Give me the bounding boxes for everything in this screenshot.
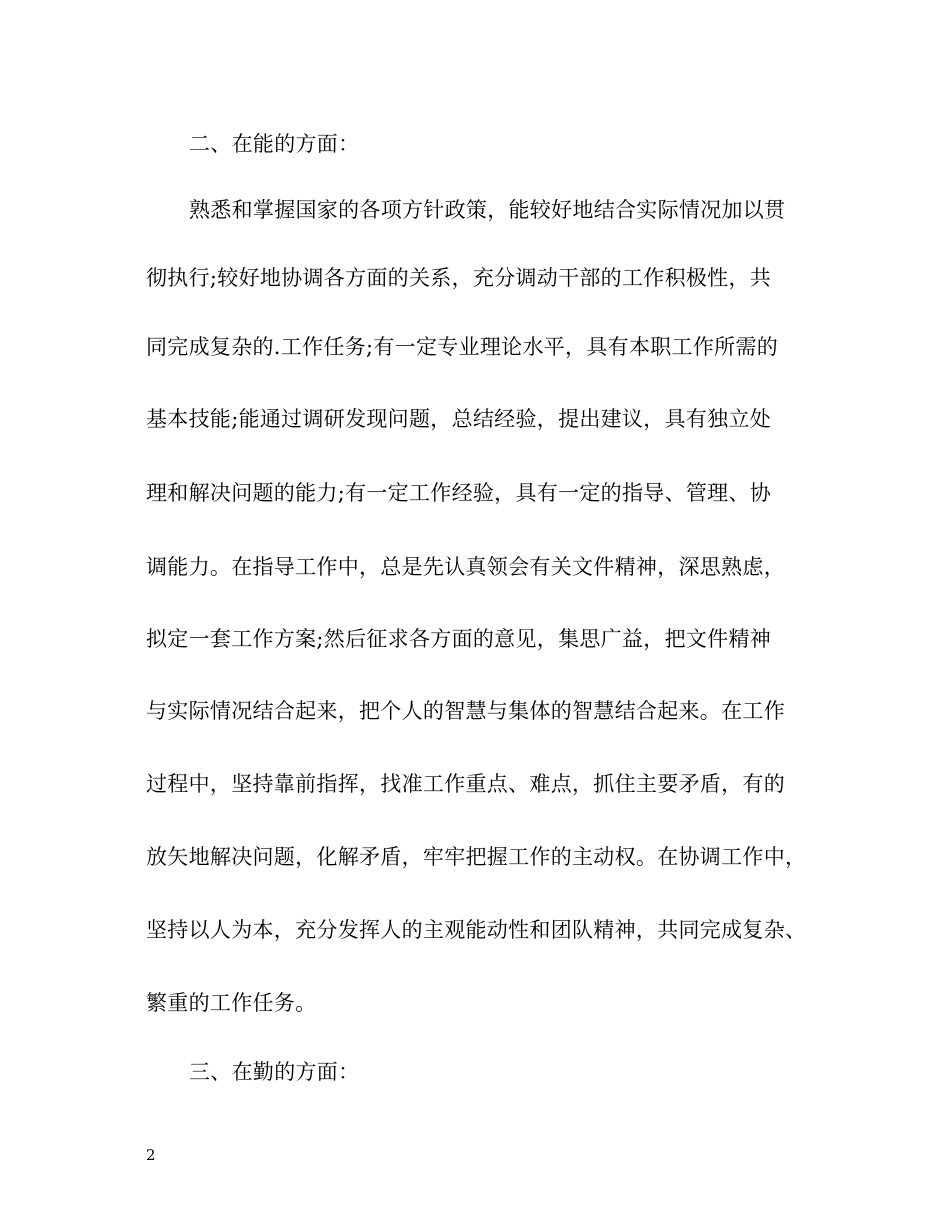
paragraph-line: 过程中，坚持靠前指挥，找准工作重点、难点，抓住主要矛盾，有的 bbox=[146, 772, 785, 796]
paragraph-line: 调能力。在指导工作中，总是先认真领会有关文件精神，深思熟虑， bbox=[146, 555, 785, 579]
paragraph-line: 基本技能;能通过调研发现问题，总结经验，提出建议，具有独立处 bbox=[146, 407, 772, 431]
page-number: 2 bbox=[146, 1146, 156, 1164]
paragraph-line: 与实际情况结合起来，把个人的智慧与集体的智慧结合起来。在工作 bbox=[146, 699, 785, 723]
paragraph-line: 彻执行;较好地协调各方面的关系，充分调动干部的工作积极性，共 bbox=[146, 266, 772, 290]
paragraph-line: 繁重的工作任务。 bbox=[146, 991, 317, 1015]
paragraph-line: 拟定一套工作方案;然后征求各方面的意见，集思广益，把文件精神 bbox=[146, 627, 772, 651]
paragraph-line: 理和解决问题的能力;有一定工作经验，具有一定的指导、管理、协 bbox=[146, 481, 772, 505]
paragraph-line: 放矢地解决问题，化解矛盾，牢牢把握工作的主动权。在协调工作中， bbox=[146, 845, 807, 869]
paragraph-line: 坚持以人为本，充分发挥人的主观能动性和团队精神，共同完成复杂、 bbox=[146, 918, 807, 942]
paragraph-line: 同完成复杂的.工作任务;有一定专业理论水平，具有本职工作所需的 bbox=[146, 335, 779, 359]
section-heading-diligence: 三、在勤的方面： bbox=[189, 1060, 360, 1084]
paragraph-line: 熟悉和掌握国家的各项方针政策，能较好地结合实际情况加以贯 bbox=[189, 198, 786, 222]
section-heading-ability: 二、在能的方面： bbox=[189, 132, 360, 156]
